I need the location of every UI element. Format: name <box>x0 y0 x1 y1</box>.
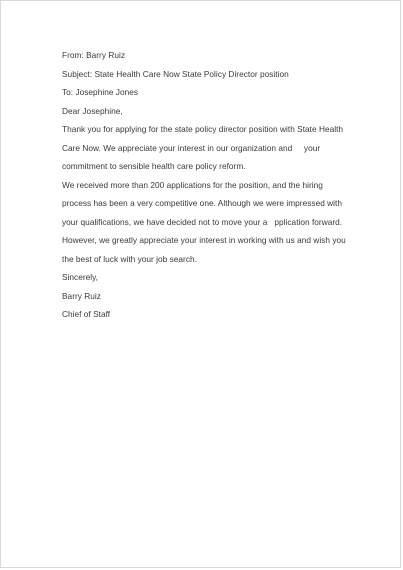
closing: Sincerely, <box>62 272 99 282</box>
paragraph-line: the best of luck with your job search. <box>62 253 197 264</box>
letter-body <box>62 46 362 324</box>
signature-title: Chief of Staff <box>62 309 111 319</box>
paragraph-line: your qualifications, we have decided not to move your a pplication forward. <box>62 216 343 227</box>
signature-name: Barry Ruiz <box>62 290 101 301</box>
salutation: Dear Josephine, <box>62 105 123 116</box>
paragraph-line: We received more than 200 applications for the position, and the hiring <box>62 179 323 190</box>
subject-line: Subject: State Health Care Now State Policy Director position <box>62 68 289 79</box>
paragraph-line: However, we greatly appreciate your interest in working with us and wish you <box>62 235 346 245</box>
paragraph-line: process has been a very competitive one. Although we were impressed with <box>62 198 342 208</box>
paragraph-line: Care Now. We appreciate your interest in our organization and your <box>62 142 321 153</box>
paragraph-line: commitment to sensible health care policy reform. <box>62 161 246 171</box>
paragraph-1 <box>62 120 362 176</box>
to-line: To: Josephine Jones <box>62 87 139 97</box>
paragraph-line: Thank you for applying for the state policy director position with State Health <box>62 124 344 134</box>
paragraph-2 <box>62 176 362 269</box>
from-line: From: Barry Ruiz <box>62 50 126 60</box>
